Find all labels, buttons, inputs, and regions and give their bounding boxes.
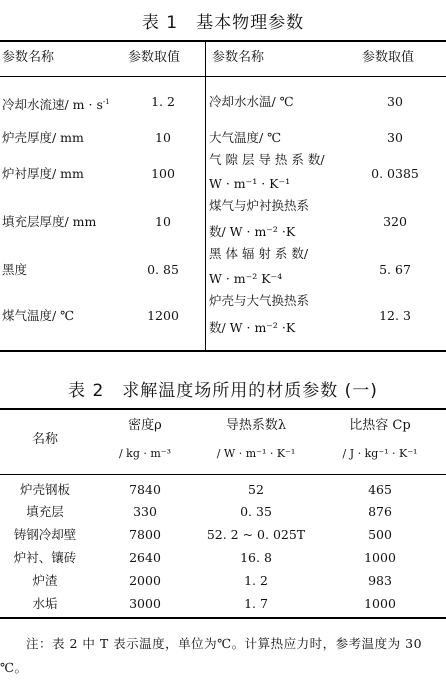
table1-right-unit: W · m⁻² K⁻⁴ (209, 271, 283, 286)
table1-right-value: 320 (383, 214, 407, 229)
table2-row-conductivity: 52 (248, 482, 264, 497)
table2-row-heat-capacity: 465 (368, 482, 392, 497)
table1-right-name: 冷却水水温/ ℃ (209, 94, 294, 109)
table2-row-conductivity: 0. 35 (240, 504, 272, 519)
table2-header-density: 密度ρ (128, 418, 162, 433)
table1-right-value: 0. 0385 (371, 166, 419, 181)
table2-row-heat-capacity: 983 (368, 573, 392, 588)
table2-row-name: 炉壳钢板 (19, 482, 70, 497)
table2-header-name: 名称 (31, 432, 58, 447)
table1-bottom-rule (0, 350, 446, 352)
table2-row-heat-capacity: 1000 (364, 550, 396, 565)
table2-row-density: 330 (133, 504, 157, 519)
table1-caption: 表 1 基本物理参数 (141, 13, 305, 33)
table2-row-density: 3000 (129, 596, 161, 611)
table1-left-name: 黑度 (2, 262, 28, 277)
table2-row-heat-capacity: 1000 (364, 596, 396, 611)
table1-left-name: 煤气温度/ ℃ (2, 308, 75, 323)
table1-header-rule (0, 76, 446, 77)
table1-left-name: 填充层厚度/ mm (2, 214, 97, 229)
table2-header-rule (0, 474, 446, 475)
table2-row-name: 炉衬、镶砖 (13, 550, 77, 565)
table1-left-value: 1. 2 (151, 94, 175, 109)
table1-left-name: 冷却水流速/ $m \cdot s^{-1}$ (2, 97, 110, 113)
table2-bottom-rule (0, 617, 446, 619)
table2-top-rule (0, 408, 446, 410)
table1-left-value: 0. 85 (147, 262, 179, 277)
table2-row-name: 炉渣 (32, 573, 58, 588)
table2-row-name: 水垢 (32, 596, 58, 611)
table1-left-value: 10 (155, 130, 171, 145)
table1-right-unit: 数/ W · m⁻² ·K (209, 224, 296, 239)
table1-right-name: 炉壳与大气换热系 (209, 293, 310, 308)
table1-header-name-left: 参数名称 (2, 50, 55, 65)
table2-caption: 表 2 求解温度场所用的材质参数 (一) (68, 381, 378, 401)
table2-row-name: 铸钢冷却壁 (13, 527, 77, 542)
table1-right-unit: W · m⁻¹ · K⁻¹ (209, 176, 291, 191)
table1-right-value: 30 (387, 130, 403, 145)
table2-row-conductivity: 1. 7 (244, 596, 268, 611)
table1-divider (205, 42, 206, 350)
table2-row-conductivity: 16. 8 (240, 550, 272, 565)
table1-right-name: 大气温度/ ℃ (209, 130, 282, 145)
table1-top-rule (0, 40, 446, 42)
table1-right-value: 30 (387, 94, 403, 109)
table1-left-value: 100 (151, 166, 175, 181)
table2-header-heat-capacity-unit: / J · kg⁻¹ · K⁻¹ (342, 447, 418, 460)
table1-left-value: 10 (155, 214, 171, 229)
table1-header-value-left: 参数取值 (128, 50, 181, 65)
table1-right-value: 5. 67 (379, 262, 411, 277)
table1-left-name: 炉壳厚度/ mm (2, 130, 84, 145)
table2-row-density: 7840 (129, 482, 161, 497)
table2-header-heat-capacity: 比热容 Cp (349, 418, 411, 433)
table1-right-value: 12. 3 (379, 308, 411, 323)
table2-row-conductivity: 52. 2 ~ 0. 025T (206, 527, 306, 542)
table-note: 注：表 2 中 T 表示温度，单位为℃。计算热应力时，参考温度为 30 ℃。 (0, 636, 423, 675)
table1-header-name-right: 参数名称 (212, 50, 265, 65)
table1-left-name: 炉衬厚度/ mm (2, 166, 84, 181)
table1-right-name: 黑 体 辐 射 系 数/ (209, 246, 309, 261)
table2-row-conductivity: 1. 2 (244, 573, 268, 588)
table1-left-value: 1200 (147, 308, 179, 323)
table1-right-name: 煤气与炉衬换热系 (209, 198, 310, 213)
table2-row-density: 7800 (129, 527, 161, 542)
table1-header-value-right: 参数取值 (362, 50, 415, 65)
table2-row-heat-capacity: 876 (368, 504, 392, 519)
table2-header-density-unit: / kg · m⁻³ (118, 447, 172, 460)
table2-header-conductivity: 导热系数λ (225, 418, 287, 433)
table1-right-name: 气 隙 层 导 热 系 数/ (209, 152, 325, 167)
table2-row-density: 2640 (129, 550, 161, 565)
table2-row-heat-capacity: 500 (368, 527, 392, 542)
table1-right-unit: 数/ W · m⁻² ·K (209, 320, 296, 335)
table2-row-density: 2000 (129, 573, 161, 588)
table2-header-conductivity-unit: / W · m⁻¹ · K⁻¹ (216, 447, 296, 460)
table2-row-name: 填充层 (26, 504, 64, 519)
